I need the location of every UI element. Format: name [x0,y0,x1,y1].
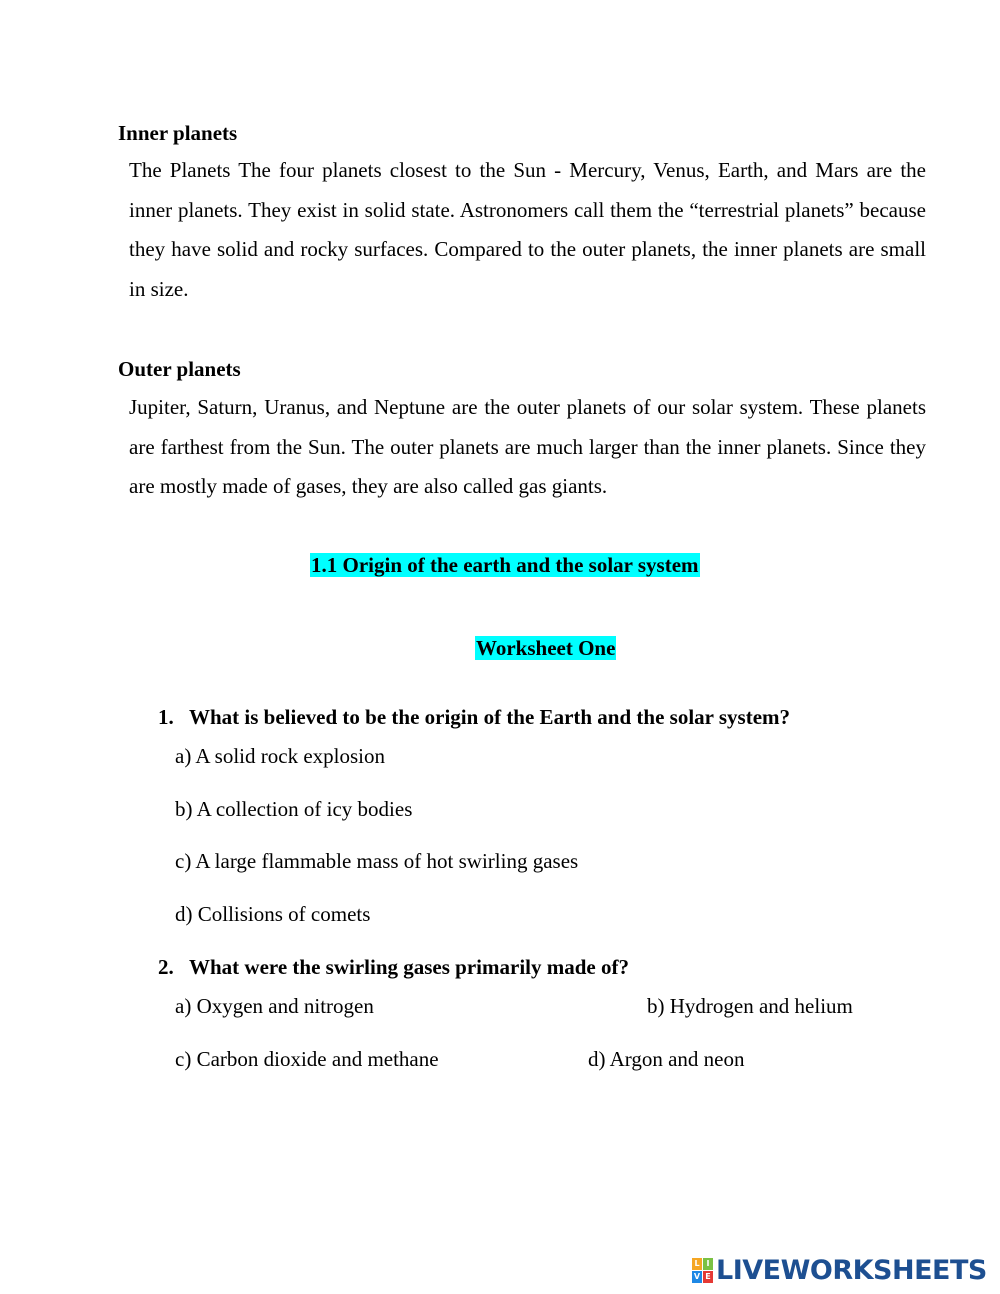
logo-mark-l: L [692,1258,702,1270]
question-2-option-d[interactable]: d) Argon and neon [588,1047,745,1071]
logo-mark-i: I [703,1258,713,1270]
logo-mark-e: E [703,1271,713,1283]
logo-mark-v: V [693,1272,701,1281]
liveworksheets-logo-text: LIVEWORKSHEETS [716,1254,987,1286]
section-title: 1.1 Origin of the earth and the solar system [311,553,699,577]
question-1-option-b[interactable]: b) A collection of icy bodies [175,797,413,821]
question-2-option-a[interactable]: a) Oxygen and nitrogen [175,994,374,1018]
outer-planets-paragraph: Jupiter, Saturn, Uranus, and Neptune are the outer planets of our solar system. These planets are farthest from the Sun. The outer planets are much larger than the inner planets. Since they are mostly made of gases, they are also called gas giants. [129,395,926,498]
liveworksheets-logo-icon [692,1258,713,1283]
inner-planets-paragraph: The Planets The four planets closest to the Sun - Mercury, Venus, Earth, and Mars are the inner planets. They exist in solid state. Astronomers call them the “terrestrial planets” because they have solid and rocky surfaces. Compared to the outer planets, the inner planets are small in size. [129,158,926,301]
question-2-option-c[interactable]: c) Carbon dioxide and methane [175,1047,439,1071]
liveworksheets-logo [692,1254,987,1286]
worksheet-title: Worksheet One [476,636,616,660]
question-2-text: What were the swirling gases primarily made of? [189,955,629,979]
question-2-option-b[interactable]: b) Hydrogen and helium [647,994,853,1018]
question-1-text: What is believed to be the origin of the Earth and the solar system? [189,705,791,729]
question-1-option-c[interactable]: c) A large flammable mass of hot swirling gases [175,849,579,873]
question-1-option-a[interactable]: a) A solid rock explosion [175,744,385,768]
outer-planets-heading: Outer planets [118,357,241,381]
question-1-option-d[interactable]: d) Collisions of comets [175,902,371,926]
question-1-number: 1. [158,705,174,729]
inner-planets-heading: Inner planets [118,121,238,145]
question-2-number: 2. [158,955,174,979]
